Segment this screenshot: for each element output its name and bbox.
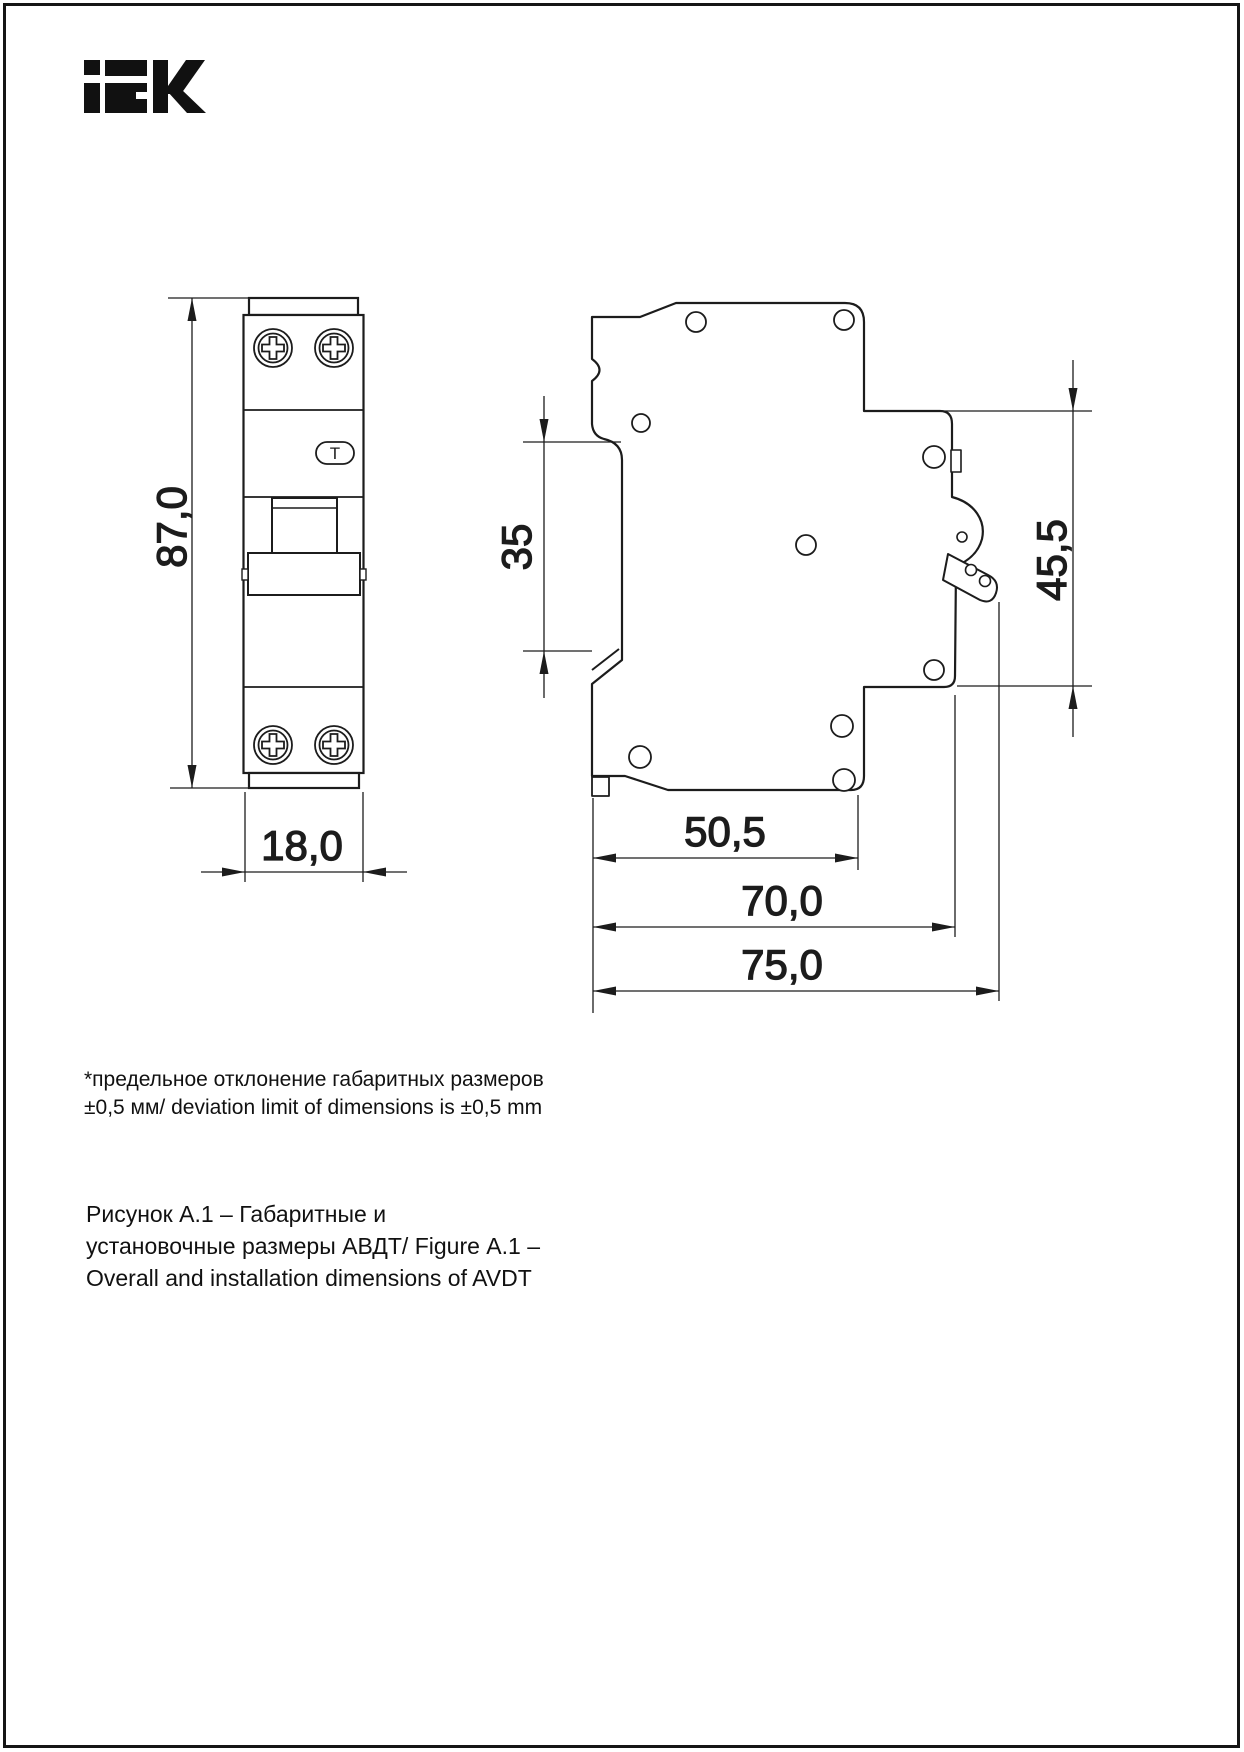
dim-width-18: 18,0 — [261, 822, 343, 869]
caption-line3: Overall and installation dimensions of AVDT — [86, 1265, 532, 1291]
dim-depth-50-5: 50,5 — [684, 808, 766, 855]
test-button-label: Т — [329, 444, 341, 463]
footnote-line2: ±0,5 мм/ deviation limit of dimensions is ±0,5 mm — [84, 1096, 543, 1119]
dim-depth-70: 70,0 — [741, 877, 823, 924]
screw-bottom-left — [254, 726, 292, 764]
dim-depth-75: 75,0 — [741, 941, 823, 988]
dim-height-87: 87,0 — [148, 486, 195, 568]
front-view — [242, 298, 366, 788]
side-view — [592, 303, 997, 796]
screw-top-left — [254, 329, 292, 367]
test-button — [316, 442, 354, 464]
caption-line1: Рисунок А.1 – Габаритные и — [86, 1201, 387, 1227]
dim-right-45-5: 45,5 — [1028, 519, 1075, 601]
dim-rail-35: 35 — [493, 523, 540, 571]
front-bottom-tab — [249, 773, 359, 788]
side-edge-tab — [951, 450, 961, 472]
side-profile — [592, 303, 983, 790]
footnote-line1: *предельное отклонение габаритных размеров — [84, 1068, 544, 1091]
footnote — [84, 1066, 544, 1122]
side-foot-notch — [592, 777, 609, 796]
front-top-tab — [249, 298, 358, 315]
screw-bottom-right — [315, 726, 353, 764]
caption-line2: установочные размеры АВДТ/ Figure А.1 – — [86, 1233, 541, 1259]
figure-caption — [86, 1198, 540, 1294]
screw-top-right — [315, 329, 353, 367]
